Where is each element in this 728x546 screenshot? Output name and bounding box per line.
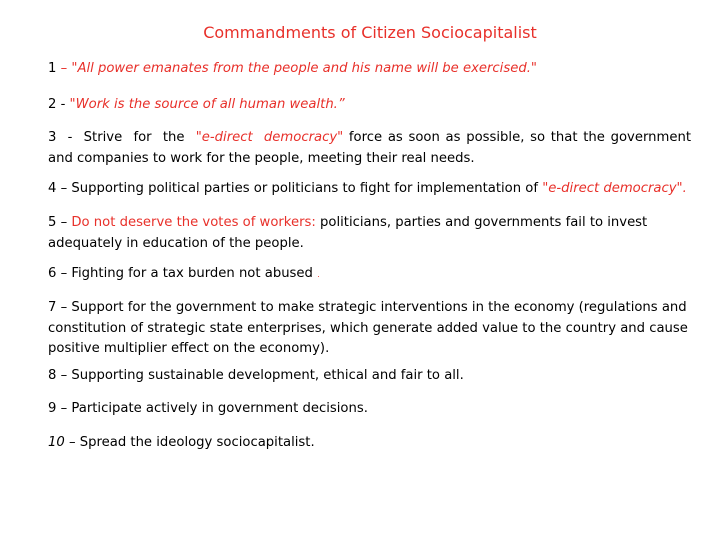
- commandment-1: [48, 59, 691, 80]
- commandment-text: Strive for the: [83, 130, 196, 145]
- commandment-text: politicians, parties and governments fail to invest adequately in education of the people.: [48, 215, 648, 251]
- commandment-text: Fighting for a tax burden not abused: [71, 266, 313, 281]
- commandment-8: [48, 366, 691, 387]
- commandment-dash: –: [56, 401, 72, 416]
- commandment-number: 8: [48, 368, 57, 383]
- trailing-dot: .: [317, 270, 320, 279]
- commandment-text: Spread the ideology sociocapitalist.: [79, 435, 315, 450]
- commandment-quote: "Work is the source of all human wealth.”: [69, 97, 345, 112]
- document-title: Commandments of Citizen Sociocapitalist: [203, 23, 537, 42]
- commandment-number: 2: [48, 97, 57, 112]
- commandment-6: [48, 264, 691, 286]
- commandment-3: [48, 128, 691, 169]
- commandment-dash: –: [56, 215, 72, 230]
- commandment-dash: -: [56, 97, 70, 112]
- commandment-dash: –: [56, 61, 72, 76]
- commandment-text: Supporting political parties or politicians to fight for implementation of: [71, 181, 543, 196]
- commandment-dash: –: [64, 435, 80, 450]
- commandment-dash: –: [56, 300, 72, 315]
- commandment-2: [48, 95, 691, 116]
- commandment-number: 9: [48, 401, 57, 416]
- commandment-dash: –: [56, 368, 72, 383]
- commandment-9: [48, 399, 691, 420]
- commandment-10: [48, 433, 691, 454]
- commandment-number: 1: [48, 61, 57, 76]
- commandment-quote: "e-direct democracy": [195, 130, 344, 145]
- commandment-text: force as soon as possible, so that the government and companies to work for the people, meeting their real needs.: [48, 130, 691, 166]
- commandment-7: [48, 298, 691, 360]
- commandment-number: 4: [48, 181, 57, 196]
- commandment-quote: "All power emanates from the people and his name will be exercised.": [71, 61, 537, 76]
- commandment-dash: –: [56, 181, 72, 196]
- commandment-number: 3: [48, 130, 57, 145]
- commandment-number: 6: [48, 266, 57, 281]
- commandment-dash: -: [56, 130, 84, 145]
- commandment-text: Participate actively in government decisions.: [71, 401, 368, 416]
- commandment-number: 5: [48, 215, 57, 230]
- commandment-text: Supporting sustainable development, ethical and fair to all.: [71, 368, 464, 383]
- commandment-number: 7: [48, 300, 57, 315]
- commandment-4: [48, 179, 691, 200]
- commandment-quote: "e-direct democracy".: [542, 181, 687, 196]
- commandment-dash: –: [56, 266, 72, 281]
- commandment-number: 10: [48, 435, 65, 450]
- commandment-text: Support for the government to make strategic interventions in the economy (regulations and constitution of strategic state enterprises, which generate added value to the country and cause positive multiplier effect on the economy).: [48, 300, 688, 356]
- commandment-highlight: Do not deserve the votes of workers:: [71, 215, 316, 230]
- commandment-5: [48, 213, 691, 254]
